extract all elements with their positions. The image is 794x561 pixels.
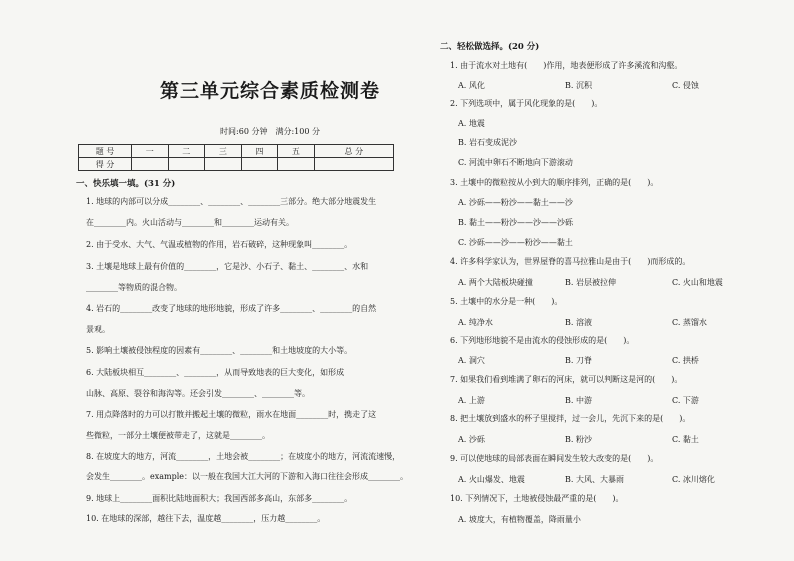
option-c: C. 侵蚀: [672, 81, 699, 90]
score-table-score-row: [79, 158, 394, 171]
option-c: C. 河流中卵石不断地向下游滚动: [458, 158, 573, 167]
option-a: A. 洞穴: [458, 356, 485, 365]
option-a: A. 两个大陆板块碰撞: [458, 278, 533, 287]
choice-question: 9. 可以使地球的局部表面在瞬间发生较大改变的是( )。: [450, 454, 659, 463]
fill-line: 景观。: [86, 325, 110, 334]
option-b: B. 沉积: [565, 81, 592, 90]
choice-question: 4. 许多科学家认为，世界屋脊的喜马拉雅山是由于( )而形成的。: [450, 257, 691, 266]
option-c: C. 拱桥: [672, 356, 699, 365]
option-c: C. 下游: [672, 396, 699, 405]
choice-question: 10. 下列情况下，土地被侵蚀最严重的是( )。: [450, 494, 624, 503]
fill-line: 会发生________。example：以一般在我国大江大河的下游和入海口往往会形成________。: [86, 472, 409, 481]
score-table: [78, 144, 394, 171]
option-b: B. 岩层被拉伸: [565, 278, 616, 287]
fill-line: 3. 土壤是地球上最有价值的________，它是沙、小石子、黏土、________、水和: [86, 262, 369, 271]
score-table-header-row: [79, 145, 394, 158]
exam-time-score: 时间:60 分钟 满分:100 分: [220, 127, 320, 136]
fill-line: ________等物质的混合物。: [86, 283, 182, 292]
fill-line: 7. 用点降落时的力可以打散并搬起土壤的微粒，雨水在地面________时，携走了这: [86, 410, 377, 419]
choice-question: 7. 如果我们看到堆满了卵石的河床，就可以判断这是河的( )。: [450, 375, 683, 384]
option-b: B. 中游: [565, 396, 592, 405]
score-cell-empty: [205, 158, 242, 171]
page-title: 第三单元综合素质检测卷: [159, 80, 380, 102]
score-cell: 得 分: [79, 158, 132, 171]
fill-line: 5. 影响土壤被侵蚀程度的因素有________、________和土地坡度的大小等。: [86, 346, 353, 355]
fill-line: 些微粒，一部分土壤便被带走了，这就是________。: [86, 431, 270, 440]
choice-question: 2. 下列选项中，属于风化现象的是( )。: [450, 99, 603, 108]
fill-line: 9. 地球上________面积比陆地面积大；我国西部多高山，东部多________。: [86, 494, 353, 503]
option-a: A. 风化: [458, 81, 485, 90]
fill-line: 1. 地球的内部可以分成________、________、________三部分。绝大部分地震发生: [86, 197, 377, 206]
option-c: C. 火山和地震: [672, 278, 723, 287]
choice-question: 5. 土壤中的水分是一种( )。: [450, 297, 563, 306]
score-cell: 总 分: [314, 145, 393, 158]
section2-heading: 二、轻松做选择。(20 分): [440, 42, 540, 52]
option-a: A. 上游: [458, 396, 485, 405]
option-a: A. 地震: [458, 119, 485, 128]
score-cell: 一: [132, 145, 169, 158]
choice-question: 8. 把土壤放到盛水的杯子里搅拌，过一会儿，先沉下来的是( )。: [450, 414, 691, 423]
option-c: C. 蒸馏水: [672, 318, 707, 327]
option-c: C. 黏土: [672, 435, 699, 444]
fill-line: 8. 在坡度大的地方，河流________，土地会被________；在坡度小的地方，河流流速慢，: [86, 452, 401, 461]
score-cell: 题 号: [79, 145, 132, 158]
option-a: A. 沙砾: [458, 435, 485, 444]
option-c: C. 沙砾——沙——粉沙——黏土: [458, 238, 573, 247]
option-a: A. 火山爆发、地震: [458, 475, 525, 484]
option-b: B. 黏土——粉沙——沙——沙砾: [458, 218, 573, 227]
score-cell: 三: [205, 145, 242, 158]
fill-line: 山脉、高原、裂谷和海沟等。还会引发________、________等。: [86, 389, 310, 398]
option-b: B. 刀脊: [565, 356, 592, 365]
score-cell-empty: [278, 158, 315, 171]
fill-line: 10. 在地球的深部，越往下去，温度越________，压力越________。: [86, 514, 326, 523]
score-cell-empty: [241, 158, 278, 171]
fill-line: 6. 大陆板块相互________、________，从而导致地表的巨大变化，如形成: [86, 368, 345, 377]
choice-question: 3. 土壤中的微粒按从小到大的顺序排列，正确的是( )。: [450, 178, 659, 187]
fill-line: 2. 由于受水、大气、气温或植物的作用，岩石破碎，这种现象叫________。: [86, 240, 353, 249]
score-cell: 五: [278, 145, 315, 158]
score-cell: 四: [241, 145, 278, 158]
section1-heading: 一、快乐填一填。(31 分): [76, 179, 176, 189]
choice-question: 6. 下列地形地貌不是由流水的侵蚀形成的是( )。: [450, 336, 635, 345]
fill-line: 4. 岩石的________改变了地球的地形地貌，形成了许多________、________的自然: [86, 304, 377, 313]
option-b: B. 大风、大暴雨: [565, 475, 624, 484]
option-c: C. 冰川熔化: [672, 475, 715, 484]
choice-question: 1. 由于流水对土地有( )作用，地表便形成了许多溪流和沟壑。: [450, 61, 683, 70]
option-b: B. 溶液: [565, 318, 592, 327]
score-cell-empty: [168, 158, 205, 171]
option-a: A. 沙砾——粉沙——黏土——沙: [458, 198, 573, 207]
fill-line: 在________内。火山活动与________和________运动有关。: [86, 218, 294, 227]
option-a: A. 纯净水: [458, 318, 493, 327]
option-b: B. 粉沙: [565, 435, 592, 444]
option-a: A. 坡度大，有植物覆盖，降雨量小: [458, 515, 581, 524]
option-b: B. 岩石变成泥沙: [458, 138, 517, 147]
score-cell-empty: [314, 158, 393, 171]
score-cell-empty: [132, 158, 169, 171]
score-cell: 二: [168, 145, 205, 158]
